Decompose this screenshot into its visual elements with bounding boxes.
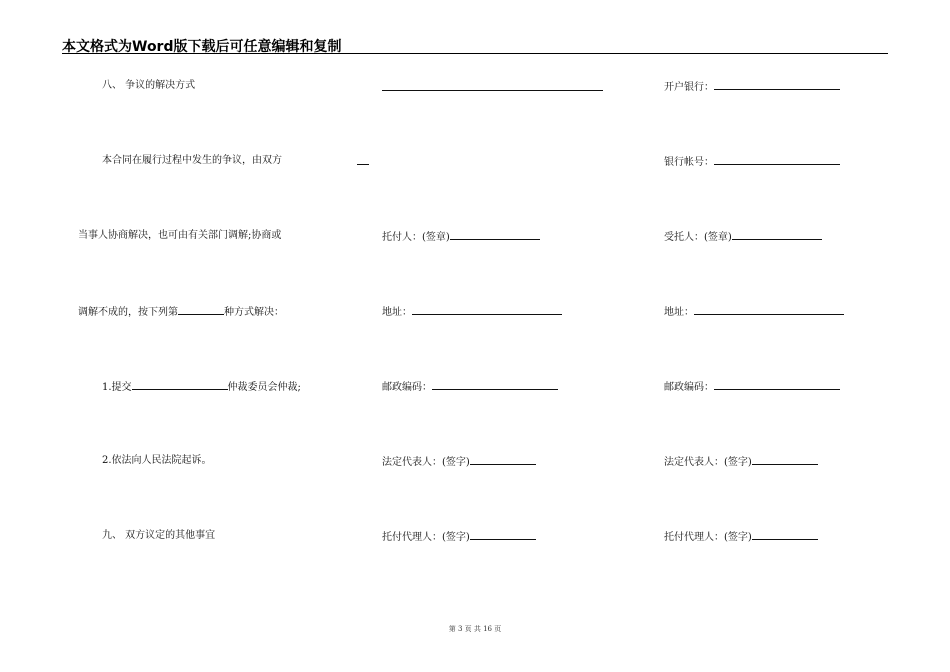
trustee-address-field (664, 305, 844, 319)
bank-label: 开户银行： (664, 82, 714, 93)
principal-agent-field (382, 530, 536, 544)
principal-signature-label: 托付人：(签章) (382, 232, 450, 243)
trustee-legal-rep-field (664, 455, 818, 469)
principal-legal-rep-blank[interactable] (470, 455, 536, 465)
short-line-mark (357, 164, 369, 165)
arbitration-committee-blank[interactable] (132, 380, 228, 390)
principal-agent-label: 托付代理人：(签字) (382, 532, 470, 543)
trustee-signature-field (664, 230, 822, 244)
bank-account-label: 银行帐号： (664, 157, 714, 168)
option-2-litigation: 2.依法向人民法院起诉。 (102, 455, 212, 466)
principal-address-field (382, 305, 562, 319)
option-1-arbitration (102, 380, 301, 394)
trustee-signature-blank[interactable] (732, 230, 822, 240)
section-9-title: 九、 双方议定的其他事宜 (102, 530, 216, 541)
trustee-postal-code-field (664, 380, 840, 394)
option-1-suffix: 仲裁委员会仲裁; (227, 382, 301, 393)
method-number-blank[interactable] (178, 305, 224, 315)
trustee-signature-label: 受托人：(签章) (664, 232, 732, 243)
dispute-paragraph-line-3 (78, 305, 284, 319)
dispute-paragraph-line-1: 本合同在履行过程中发生的争议，由双方 (102, 155, 282, 166)
dispute-paragraph-line-3-suffix: 种方式解决： (224, 307, 284, 318)
page-number-footer: 第 3 页 共 16 页 (448, 625, 502, 633)
bank-blank[interactable] (714, 80, 840, 90)
bank-field (664, 80, 840, 94)
trustee-address-label: 地址： (664, 307, 694, 318)
section-8-title: 八、 争议的解决方式 (102, 80, 196, 91)
option-1-prefix: 1.提交 (102, 382, 132, 393)
dispute-paragraph-line-2: 当事人协商解决，也可由有关部门调解;协商或 (78, 230, 282, 241)
principal-address-label: 地址： (382, 307, 412, 318)
trustee-legal-rep-label: 法定代表人：(签字) (664, 457, 752, 468)
document-header-title: 本文格式为Word版下载后可任意编辑和复制 (62, 39, 342, 55)
bank-account-field (664, 155, 840, 169)
principal-legal-rep-field (382, 455, 536, 469)
header-divider (62, 53, 888, 54)
trustee-postal-code-blank[interactable] (714, 380, 840, 390)
trustee-agent-label: 托付代理人：(签字) (664, 532, 752, 543)
principal-agent-blank[interactable] (470, 530, 536, 540)
trustee-postal-code-label: 邮政编码： (664, 382, 714, 393)
trustee-agent-blank[interactable] (752, 530, 818, 540)
signature-line-top[interactable] (382, 90, 603, 91)
dispute-paragraph-line-3-prefix: 调解不成的，按下列第 (78, 307, 178, 318)
trustee-legal-rep-blank[interactable] (752, 455, 818, 465)
trustee-address-blank[interactable] (694, 305, 844, 315)
principal-legal-rep-label: 法定代表人：(签字) (382, 457, 470, 468)
principal-signature-blank[interactable] (450, 230, 540, 240)
principal-postal-code-label: 邮政编码： (382, 382, 432, 393)
trustee-agent-field (664, 530, 818, 544)
principal-postal-code-field (382, 380, 558, 394)
principal-postal-code-blank[interactable] (432, 380, 558, 390)
principal-address-blank[interactable] (412, 305, 562, 315)
principal-signature-field (382, 230, 540, 244)
bank-account-blank[interactable] (714, 155, 840, 165)
